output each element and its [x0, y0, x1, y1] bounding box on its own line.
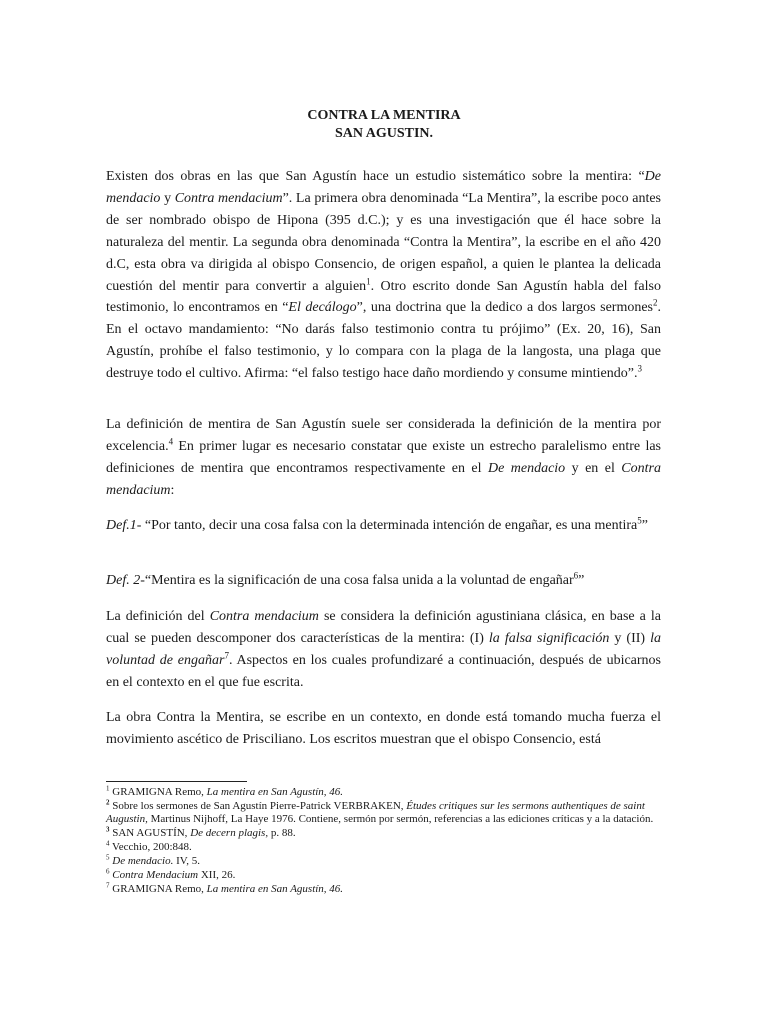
italic-text: La mentira en San Agustín, 46.	[206, 883, 344, 896]
italic-text: De mendacio	[487, 460, 566, 476]
definition-label: Def. 2-	[106, 573, 145, 588]
definition-1	[106, 515, 661, 537]
text-run: p. 88.	[268, 826, 296, 839]
text-run: En primer lugar es necesario constatar que existe un estrecho paralelismo entre las definiciones de mentira que encontramos respectivamente en el	[106, 438, 661, 476]
footnote-number: 4	[106, 839, 110, 848]
footnote-number: 1	[106, 784, 110, 793]
italic-text: De decern plagis,	[190, 826, 269, 839]
italic-text: De mendacio.	[112, 854, 174, 867]
footnote-3	[106, 827, 666, 840]
text-run: ”, una doctrina que la dedico a dos largos sermones	[356, 300, 653, 316]
footnote-number: 2	[106, 798, 110, 807]
footnote-7	[106, 883, 666, 896]
text-run: XII, 26.	[198, 869, 236, 882]
footnote-number: 7	[106, 881, 110, 890]
italic-text: El decálogo	[288, 300, 357, 316]
text-run: y en el	[565, 460, 622, 476]
definition-label: Def.1-	[106, 518, 142, 533]
text-run: Martinus Nijhoff, La Haye 1976. Contiene, sermón por sermón, referencias a las ediciones críticas y a la datación.	[147, 812, 654, 825]
document-subtitle: SAN AGUSTIN.	[334, 126, 434, 141]
italic-text: De mendacio	[106, 169, 661, 206]
footnote-ref-5[interactable]: 5	[637, 515, 642, 526]
text-run: “Por tanto, decir una cosa falsa con la determinada intención de engañar, es una mentira	[141, 518, 638, 533]
paragraph-context	[106, 707, 661, 751]
italic-text: Contra mendacium	[209, 609, 319, 624]
italic-text: La mentira en San Agustín, 46.	[206, 786, 344, 798]
footnote-1	[106, 786, 666, 799]
text-run: y	[160, 190, 175, 206]
footnote-ref-1[interactable]: 1	[366, 275, 371, 286]
text-run: SAN AGUSTÍN,	[109, 826, 191, 839]
footnote-6	[106, 869, 666, 882]
footnote-ref-6[interactable]: 6	[573, 570, 579, 581]
italic-text: Contra mendacium	[106, 460, 661, 498]
footnote-number: 5	[106, 853, 110, 862]
italic-text: la voluntad de engañar	[106, 630, 661, 668]
italic-text: Études critiques sur les sermons authentiques de saint Augustin,	[106, 800, 645, 825]
footnote-ref-7[interactable]: 7	[224, 650, 229, 661]
italic-text: Contra Mendacium	[112, 869, 199, 882]
text-run: IV, 5.	[173, 854, 201, 867]
text-run: La definición de mentira de San Agustín suele ser considerada la definición de la mentira por excelencia.	[106, 417, 661, 454]
footnote-2	[106, 800, 666, 825]
text-run: se considera la definición agustiniana clásica, en base a la cual se pueden descomponer dos características de la mentira: (I)	[106, 609, 661, 646]
text-run: . En el octavo mandamiento: “No darás falso testimonio contra tu prójimo” (Ex. 20, 16), San Agustín, prohíbe el falso testimonio, y lo compara con la plaga de la langosta, una plaga que destruye todo el cultivo. Afirma: “el falso testigo hace daño mordiendo y consume mintiendo”.	[106, 300, 661, 382]
text-run: ”	[578, 573, 585, 588]
text-run: GRAMIGNA Remo,	[109, 883, 207, 896]
italic-text: la falsa significación	[488, 630, 610, 646]
text-run: Existen dos obras en las que San Agustín hace un estudio sistemático sobre la mentira: “	[106, 169, 645, 184]
text-run: La obra Contra la Mentira, se escribe en un contexto, en donde está tomando mucha fuerza el movimiento ascético de Prisciliano. Los escritos muestran que el obispo Consencio, está	[106, 710, 661, 747]
footnote-ref-4[interactable]: 4	[168, 436, 174, 447]
footnote-ref-2[interactable]: 2	[653, 297, 658, 308]
text-run: :	[170, 482, 175, 498]
text-run: . Otro escrito donde San Agustín habla del falso testimonio, lo encontramos en “	[106, 278, 661, 316]
text-run: GRAMIGNA Remo,	[109, 786, 207, 798]
paragraph-definition	[106, 414, 661, 502]
text-run: y (II)	[609, 630, 651, 646]
italic-text: Contra mendacium	[174, 190, 283, 206]
text-run: Vecchio, 200:848.	[109, 840, 192, 853]
footnote-4	[106, 841, 666, 854]
text-run: . Aspectos en los cuales profundizaré a continuación, después de ubicarnos en el contexto en el que fue escrita.	[106, 652, 662, 690]
text-run: “Mentira es la significación de una cosa falsa unida a la voluntad de engañar	[144, 573, 574, 588]
text-run: La definición del	[106, 609, 210, 624]
footnote-number: 6	[106, 867, 110, 876]
footnote-ref-3[interactable]: 3	[637, 363, 642, 374]
footnote-5	[106, 855, 666, 868]
text-run: ”. La primera obra denominada “La Mentira”, la escribe poco antes de ser nombrado obispo de Hipona (395 d.C.); y es una investigación que él hace sobre la naturaleza del mentir. La segunda obra denominada “Contra la Mentira”, la escribe en el año 420 d.C, esta obra va dirigida al obispo Consencio, de origen español, a quien le plantea la delicada cuestión del mentir para convertir a alguien	[106, 190, 662, 294]
title-block	[0, 107, 768, 143]
document-title: CONTRA LA MENTIRA	[307, 108, 461, 123]
definition-2	[106, 570, 661, 592]
footnotes	[106, 786, 666, 897]
paragraph-intro	[106, 166, 661, 385]
text-run: Sobre los sermones de San Agustín Pierre-Patrick VERBRAKEN,	[109, 800, 407, 813]
footnote-divider	[106, 781, 247, 782]
paragraph-analysis	[106, 606, 661, 694]
footnote-number: 3	[106, 825, 110, 834]
text-run: ”	[641, 518, 648, 533]
